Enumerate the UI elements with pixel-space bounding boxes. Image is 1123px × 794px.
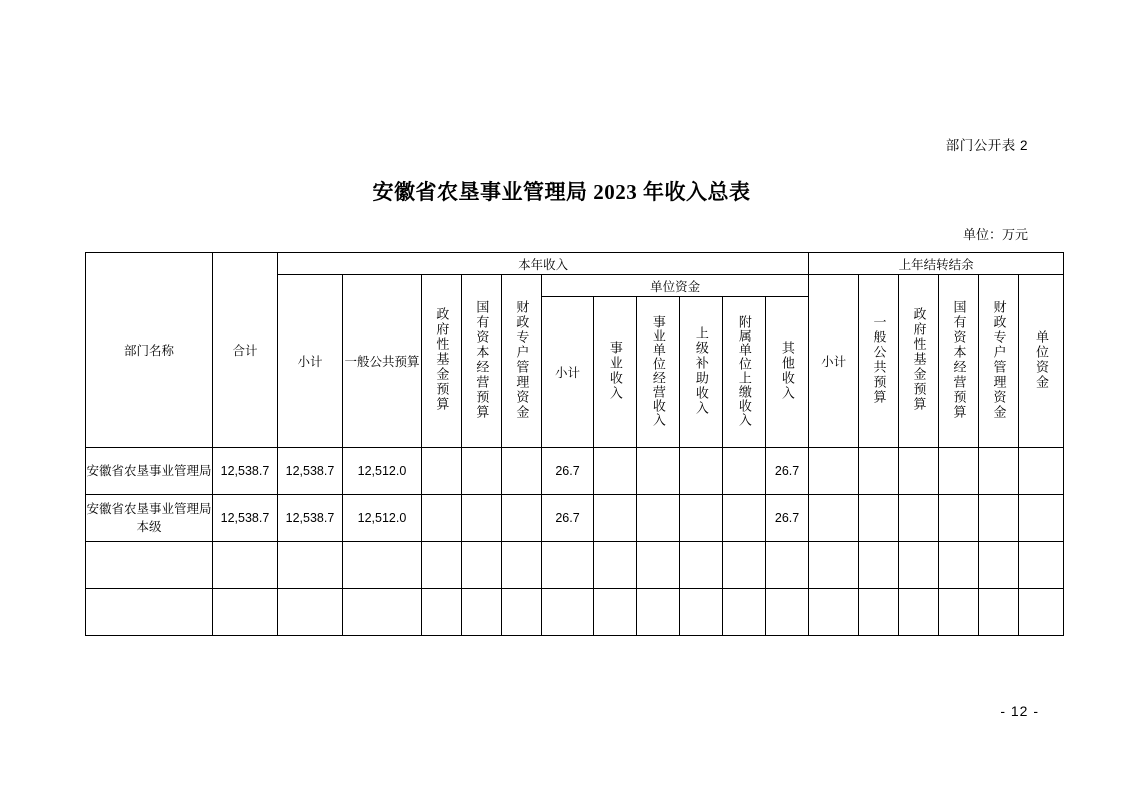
col-header-dept-name: 部门名称: [86, 253, 213, 448]
table-body: [86, 448, 1064, 636]
col-header-cy-general-public: 一般公共预算: [343, 275, 422, 448]
cell-dept-name: [86, 542, 213, 589]
cell-uf-affiliate-payment: [723, 542, 766, 589]
cell-py-fiscal-special: [979, 448, 1019, 495]
col-header-cy-fiscal-special: [502, 275, 542, 448]
cell-uf-subtotal: [542, 542, 594, 589]
col-header-py-state-capital: [939, 275, 979, 448]
col-header-py-fiscal-special-text: 财政专户管理资金: [991, 299, 1007, 420]
cell-uf-subtotal: 26.7: [542, 495, 594, 542]
col-header-uf-superior-subsidy: [680, 297, 723, 448]
income-summary-table: [85, 252, 1064, 636]
table-group-header-row-1: [86, 253, 1064, 275]
cell-uf-operating-income: [637, 542, 680, 589]
cell-cy-subtotal: [278, 589, 343, 636]
cell-cy-general-public: 12,512.0: [343, 495, 422, 542]
cell-cy-fiscal-special: [502, 589, 542, 636]
cell-py-subtotal: [809, 495, 859, 542]
col-header-uf-operating-income-text: 事业单位经营收入: [650, 314, 666, 427]
col-header-uf-other-income-text: 其他收入: [779, 340, 795, 401]
group-header-unit-funds: 单位资金: [542, 275, 809, 297]
cell-py-general-public: [859, 589, 899, 636]
cell-uf-business-income: [594, 542, 637, 589]
page-number: - 12 -: [1000, 703, 1039, 719]
cell-uf-other-income: [766, 589, 809, 636]
cell-cy-subtotal: 12,538.7: [278, 448, 343, 495]
group-header-current-year: 本年收入: [278, 253, 809, 275]
income-summary-table-wrapper: [85, 252, 1049, 636]
public-table-label: 部门公开表 2: [945, 138, 1028, 153]
cell-uf-business-income: [594, 589, 637, 636]
cell-total: 12,538.7: [213, 448, 278, 495]
cell-py-gov-fund: [899, 589, 939, 636]
col-header-py-general-public: [859, 275, 899, 448]
col-header-uf-affiliate-payment-text: 附属单位上缴收入: [736, 314, 752, 427]
cell-cy-general-public: [343, 542, 422, 589]
cell-py-subtotal: [809, 589, 859, 636]
cell-uf-other-income: [766, 542, 809, 589]
cell-cy-gov-fund: [422, 589, 462, 636]
cell-py-gov-fund: [899, 448, 939, 495]
cell-uf-subtotal: [542, 589, 594, 636]
cell-cy-gov-fund: [422, 542, 462, 589]
cell-dept-name: 安徽省农垦事业管理局本级: [86, 495, 213, 542]
cell-py-gov-fund: [899, 542, 939, 589]
cell-cy-general-public: [343, 589, 422, 636]
col-header-py-gov-fund-text: 政府性基金预算: [911, 307, 927, 412]
cell-py-general-public: [859, 495, 899, 542]
cell-dept-name: 安徽省农垦事业管理局: [86, 448, 213, 495]
table-row: [86, 448, 1064, 495]
group-header-prior-year: 上年结转结余: [809, 253, 1064, 275]
col-header-uf-business-income: [594, 297, 637, 448]
cell-uf-subtotal: 26.7: [542, 448, 594, 495]
cell-cy-state-capital: [462, 542, 502, 589]
cell-py-general-public: [859, 448, 899, 495]
cell-cy-subtotal: [278, 542, 343, 589]
col-header-cy-fiscal-special-text: 财政专户管理资金: [514, 299, 530, 420]
col-header-cy-subtotal: 小计: [278, 275, 343, 448]
cell-cy-fiscal-special: [502, 542, 542, 589]
cell-py-state-capital: [939, 589, 979, 636]
col-header-py-unit-funds-text: 单位资金: [1034, 329, 1049, 390]
cell-py-unit-funds: [1019, 495, 1064, 542]
cell-py-state-capital: [939, 495, 979, 542]
cell-py-fiscal-special: [979, 542, 1019, 589]
cell-uf-affiliate-payment: [723, 589, 766, 636]
col-header-py-general-public-text: 一般公共预算: [871, 314, 887, 405]
cell-py-fiscal-special: [979, 589, 1019, 636]
col-header-py-fiscal-special: [979, 275, 1019, 448]
cell-uf-operating-income: [637, 589, 680, 636]
col-header-cy-gov-fund-text: 政府性基金预算: [434, 307, 450, 412]
cell-total: [213, 589, 278, 636]
unit-note: 单位：万元: [962, 227, 1028, 242]
cell-py-state-capital: [939, 448, 979, 495]
cell-uf-superior-subsidy: [680, 448, 723, 495]
cell-py-state-capital: [939, 542, 979, 589]
col-header-py-state-capital-text: 国有资本经营预算: [951, 299, 967, 420]
col-header-uf-superior-subsidy-text: 上级补助收入: [693, 325, 709, 416]
cell-total: 12,538.7: [213, 495, 278, 542]
page-title: 安徽省农垦事业管理局 2023 年收入总表: [372, 180, 751, 204]
cell-py-unit-funds: [1019, 542, 1064, 589]
cell-py-unit-funds: [1019, 448, 1064, 495]
cell-cy-gov-fund: [422, 448, 462, 495]
table-row: [86, 589, 1064, 636]
cell-uf-operating-income: [637, 495, 680, 542]
cell-py-unit-funds: [1019, 589, 1064, 636]
col-header-py-gov-fund: [899, 275, 939, 448]
col-header-uf-other-income: [766, 297, 809, 448]
cell-cy-fiscal-special: [502, 448, 542, 495]
cell-cy-general-public: 12,512.0: [343, 448, 422, 495]
col-header-total: 合计: [213, 253, 278, 448]
cell-cy-state-capital: [462, 448, 502, 495]
cell-cy-subtotal: 12,538.7: [278, 495, 343, 542]
cell-uf-business-income: [594, 448, 637, 495]
cell-total: [213, 542, 278, 589]
col-header-uf-business-income-text: 事业收入: [607, 340, 623, 401]
col-header-uf-operating-income: [637, 297, 680, 448]
cell-cy-gov-fund: [422, 495, 462, 542]
cell-uf-operating-income: [637, 448, 680, 495]
cell-dept-name: [86, 589, 213, 636]
cell-py-subtotal: [809, 542, 859, 589]
col-header-uf-subtotal: 小计: [542, 297, 594, 448]
cell-uf-affiliate-payment: [723, 495, 766, 542]
cell-py-subtotal: [809, 448, 859, 495]
cell-uf-superior-subsidy: [680, 495, 723, 542]
cell-uf-affiliate-payment: [723, 448, 766, 495]
cell-cy-state-capital: [462, 495, 502, 542]
col-header-cy-gov-fund: [422, 275, 462, 448]
cell-cy-fiscal-special: [502, 495, 542, 542]
col-header-cy-state-capital: [462, 275, 502, 448]
col-header-py-subtotal: 小计: [809, 275, 859, 448]
cell-py-general-public: [859, 542, 899, 589]
cell-cy-state-capital: [462, 589, 502, 636]
cell-py-gov-fund: [899, 495, 939, 542]
cell-uf-superior-subsidy: [680, 542, 723, 589]
cell-uf-other-income: 26.7: [766, 495, 809, 542]
table-row: [86, 542, 1064, 589]
col-header-cy-state-capital-text: 国有资本经营预算: [474, 299, 490, 420]
cell-uf-superior-subsidy: [680, 589, 723, 636]
cell-py-fiscal-special: [979, 495, 1019, 542]
col-header-py-unit-funds: [1019, 275, 1064, 448]
table-row: [86, 495, 1064, 542]
cell-uf-other-income: 26.7: [766, 448, 809, 495]
col-header-uf-affiliate-payment: [723, 297, 766, 448]
cell-uf-business-income: [594, 495, 637, 542]
